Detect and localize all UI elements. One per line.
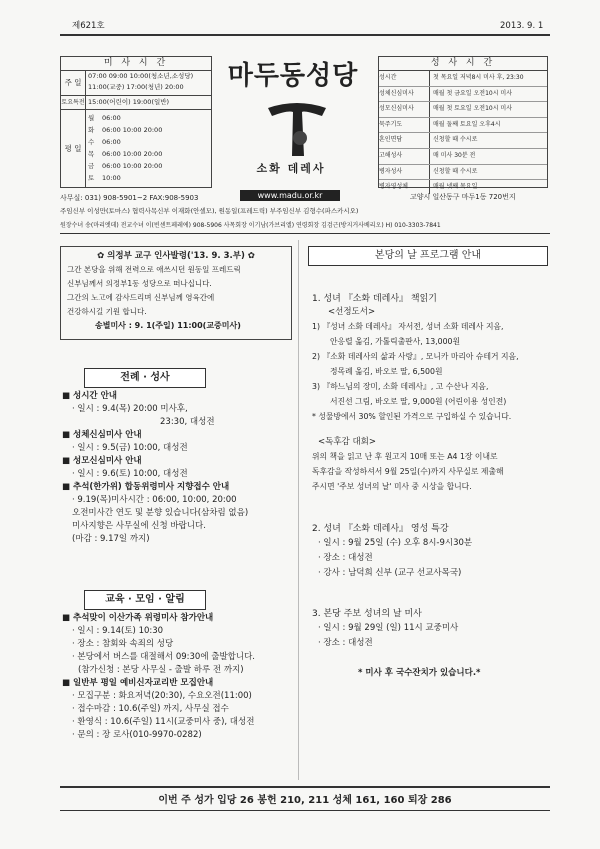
cross-icon bbox=[262, 96, 332, 160]
footer-bottom-divider bbox=[60, 810, 550, 811]
weekday-mon: 월 06:00 bbox=[88, 114, 121, 122]
notice-box: ✿ 의정부 교구 인사발령('13. 9. 3.부) ✿ 그간 본당을 위해 전력으로 애쓰시던 원동일 프레드릭 신부님께서 의정부1동 성당으로 떠나십니다. 그간의 노고에 감사드리며 신부님께 영육간에 건강하시길 기원 합니다. 송별미사 : 9. 1(주일) 11:00(교중미사) bbox=[60, 246, 292, 340]
church-name: 마두동성당 bbox=[227, 61, 359, 91]
feast-section-1: 1. 성녀 『소화 데레사』 책읽기 bbox=[312, 294, 437, 304]
hymn-footer: 이번 주 성가 입당 26 봉헌 210, 211 성체 161, 160 퇴장 286 bbox=[158, 795, 452, 806]
liturgy-item-head: ■ 성체신심미사 안내 bbox=[62, 430, 142, 440]
sacraments-box: 성 사 시 간 성시간 첫 목요일 저녁8시 미사 후, 23:30 성체신심미사 매월 첫 금요일 오전10시 미사 성모신심미사 매월 첫 토요일 오전10시 미사 묵주기도 매월 둘째 토요일 오후4시 혼인면담 신청할 때 수시로 고해성사 매 미사 30분 전 병자성사 신청할 때 수시로 병자영성체 매월 넷째 목요일 bbox=[378, 56, 548, 188]
clergy-line: 주임신부 이성만(토마스) 협력사목신부 이재화(안셀모), 원동일(프레드릭) 부주임신부 김형수(파스카시오) bbox=[60, 207, 359, 215]
church-subtitle: 소화 데레사 bbox=[256, 162, 326, 175]
liturgy-item-head: ■ 성모신심미사 안내 bbox=[62, 456, 142, 466]
weekday-tue: 화 06:00 10:00 20:00 bbox=[88, 126, 163, 134]
weekday-sat: 토 10:00 bbox=[88, 174, 121, 182]
education-title: 교육 · 모임 · 알림 bbox=[84, 590, 206, 610]
church-url[interactable]: www.madu.or.kr bbox=[240, 190, 340, 201]
liturgy-item-head: ■ 추석(한가위) 합동위령미사 지향접수 안내 bbox=[62, 482, 230, 492]
weekday-thu: 목 06:00 10:00 20:00 bbox=[88, 150, 163, 158]
education-list: ■ 추석맞이 이산가족 위령미사 참가안내 · 일시 : 9.14(토) 10:30 · 장소 : 참회와 속죄의 성당 · 본당에서 버스를 대절해서 09:30에 출발합니다. (참가신청 : 본당 사무실 - 출발 하루 전 까지) ■ 일반부 평일 예비신자교리반 모집안내 · 모집구분 : 화요저녁(20:30), 수요오전(11:00) · 접수마감 : 10.6(주일) 까지, 사무실 접수 · 환영식 : 10.6(주일) 11시(교중미사 중), 대성전 · 문의 : 장 로사(010-9970-0282) bbox=[62, 612, 292, 742]
issue-number: 제621호 bbox=[72, 21, 105, 31]
mass-times-box bbox=[60, 56, 212, 188]
mass-row-sunday: 주 일 07:00 09:00 10:00(청소년,소성당) 11:00(교중) 17:00(청년) 20:00 bbox=[61, 71, 211, 96]
contact-phone: 사무실: 031) 908-5901~2 FAX:908-5903 bbox=[60, 194, 199, 202]
mass-row-saturday: 토요특전 15:00(어린이) 19:00(일반) bbox=[61, 96, 211, 110]
notice-title: ✿ 의정부 교구 인사발령('13. 9. 3.부) ✿ bbox=[97, 251, 255, 261]
mass-row-weekday: 평 일 월 06:00 화 06:00 10:00 20:00 수 06:00 목 06:00 10:00 20:00 금 06:00 10:00 20:00 토 10:00 bbox=[61, 110, 211, 187]
feast-section-2: 2. 성녀 『소화 데레사』 영성 특강 bbox=[312, 524, 449, 534]
education-item-head: ■ 일반부 평일 예비신자교리반 모집안내 bbox=[62, 678, 214, 688]
liturgy-title: 전례 · 성사 bbox=[84, 368, 206, 388]
weekday-fri: 금 06:00 10:00 20:00 bbox=[88, 162, 163, 170]
footer-divider bbox=[60, 786, 550, 788]
staff-line: 원장수녀 송(마리엣데) 전교수녀 이(빈센트페레에) 908-5906 사목회장 이기남(가브리엘) 연령회장 김검근(방지거사베리오) H) 010-3303-7841 bbox=[60, 222, 441, 229]
education-item-head: ■ 추석맞이 이산가족 위령미사 참가안내 bbox=[62, 613, 214, 623]
liturgy-list: ■ 성시간 안내 · 일시 : 9.4(목) 20:00 미사후, 23:30, 대성전 ■ 성체신심미사 안내 · 일시 : 9.5(금) 10:00, 대성전 ■ 성모신심미사 안내 · 일시 : 9.6(토) 10:00, 대성전 ■ 추석(한가위) 합동위령미사 지향접수 안내 · 9.19(목)미사시간 : 06:00, 10:00, 20:00 오전미사간 연도 및 분향 있습니다(삼차림 없음) 미사지향은 사무실에 신청 바랍니다. (마감 : 9.17일 까지) bbox=[62, 390, 292, 546]
weekday-wed: 수 06:00 bbox=[88, 138, 121, 146]
issue-date: 2013. 9. 1 bbox=[500, 21, 544, 31]
feast-program: 1. 성녀 『소화 데레사』 책읽기 <선정도서> 1) 『성녀 소화 데레사』 자서전, 성녀 소화 데레사 지음, 안응렬 옮김, 가톨릭출판사, 13,000원 2) 『소화 데레사의 삶과 사랑』, 모니카 마리아 슈테거 지음, 정목례 옮김, 바오로 딸, 6,500원 3) 『하느님의 장미, 소화 데레사』, 고 수산나 지음, 서진선 그림, 바오로 딸, 9,000원 (어린이용 성인전) * 성물방에서 30% 할인된 가격으로 구입하실 수 있습니다. <독후감 대회> 위의 책을 읽고 난 후 원고지 10매 또는 A4 1장 이내로 독후감을 작성하셔서 9월 25일(수)까지 사무실로 제출해 주시면 '주보 성녀의 날' 미사 중 시상을 합니다. 2. 성녀 『소화 데레사』 영성 특강 · 일시 : 9월 25일 (수) 오후 8시-9시30분 · 장소 : 대성전 · 강사 : 남덕희 신부 (교구 선교사목국) 3. 본당 주보 성녀의 날 미사 · 일시 : 9월 29일 (일) 11시 교중미사 · 장소 : 대성전 * 미사 후 국수잔치가 있습니다.* bbox=[312, 292, 552, 680]
review-contest-title: <독후감 대회> bbox=[318, 437, 377, 447]
mass-times-title: 미 사 시 간 bbox=[61, 57, 211, 71]
farewell-mass: 송별미사 : 9. 1(주일) 11:00(교중미사) bbox=[95, 321, 241, 330]
feast-title: 본당의 날 프로그램 안내 bbox=[308, 246, 548, 266]
church-address: 고양시 일산동구 마두1동 720번지 bbox=[410, 193, 516, 201]
top-divider bbox=[60, 34, 550, 36]
feast-section-3: 3. 본당 주보 성녀의 날 미사 bbox=[312, 609, 422, 619]
header-divider bbox=[60, 233, 550, 234]
column-divider bbox=[298, 240, 299, 780]
liturgy-item-head: ■ 성시간 안내 bbox=[62, 391, 118, 401]
noodle-party-note: * 미사 후 국수잔치가 있습니다.* bbox=[358, 668, 481, 678]
sacraments-title: 성 사 시 간 bbox=[379, 57, 547, 71]
